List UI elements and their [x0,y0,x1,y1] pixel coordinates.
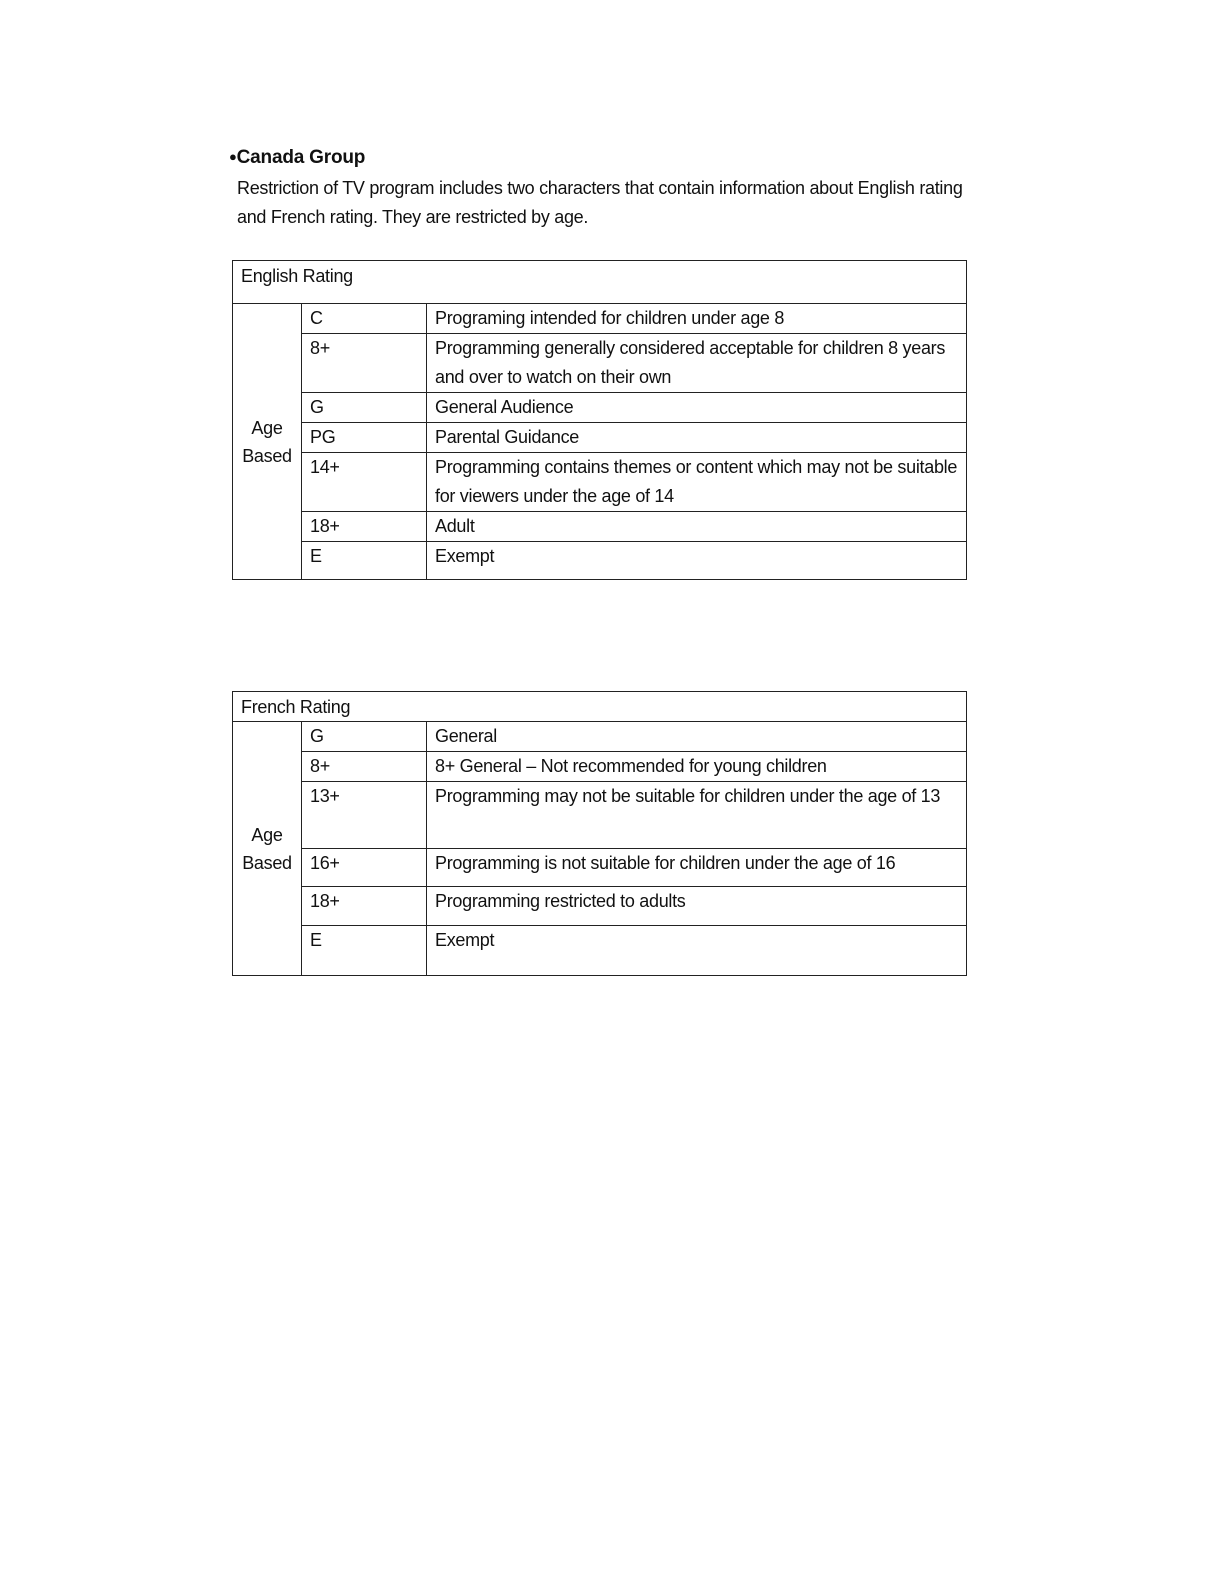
table-row [233,393,967,423]
rating-code: PG [302,423,427,453]
rating-description: General [427,722,967,752]
rating-code: 14+ [302,453,427,512]
table-row [233,453,967,512]
section-title: Canada Group [236,147,366,168]
rating-description: General Audience [427,393,967,423]
table-row [233,722,967,752]
rating-description: Programing intended for children under age 8 [427,304,967,334]
rating-code: G [302,393,427,423]
age-label-line2: Based [242,852,292,873]
rating-code: E [302,542,427,580]
rating-description: Programming generally considered acceptable for children 8 years and over to watch on their own [427,334,967,393]
table-row [233,887,967,926]
french-rating-table [232,691,967,976]
bullet-icon: ● [229,149,237,164]
table-row [233,926,967,976]
age-based-label [233,304,302,580]
table-row [233,304,967,334]
rating-description: Programming may not be suitable for children under the age of 13 [427,782,967,849]
rating-code: 18+ [302,887,427,926]
age-label-line1: Age [251,824,283,845]
rating-description: Parental Guidance [427,423,967,453]
age-label-line1: Age [251,417,283,438]
rating-code: C [302,304,427,334]
rating-description: Exempt [427,926,967,976]
table-row [233,782,967,849]
rating-description: Adult [427,512,967,542]
rating-code: 8+ [302,334,427,393]
table-row [233,752,967,782]
age-based-label [233,722,302,976]
table-row [233,423,967,453]
english-rating-table [232,260,967,580]
rating-description: Programming contains themes or content which may not be suitable for viewers under the age of 14 [427,453,967,512]
rating-code: G [302,722,427,752]
table-title-row [233,261,967,304]
rating-description: Programming restricted to adults [427,887,967,926]
table-row [233,334,967,393]
table-row [233,512,967,542]
rating-description: Exempt [427,542,967,580]
table-title: English Rating [233,261,967,304]
table-title: French Rating [233,692,967,722]
age-label-line2: Based [242,445,292,466]
rating-description: 8+ General – Not recommended for young children [427,752,967,782]
rating-code: 16+ [302,849,427,887]
rating-code: E [302,926,427,976]
rating-code: 13+ [302,782,427,849]
table-title-row [233,692,967,722]
rating-code: 8+ [302,752,427,782]
table-row [233,542,967,580]
intro-paragraph: Restriction of TV program includes two characters that contain information about English rating and French rating. They are restricted by age. [237,178,963,227]
rating-description: Programming is not suitable for children under the age of 16 [427,849,967,887]
rating-code: 18+ [302,512,427,542]
table-row [233,849,967,887]
section-heading [229,147,365,169]
